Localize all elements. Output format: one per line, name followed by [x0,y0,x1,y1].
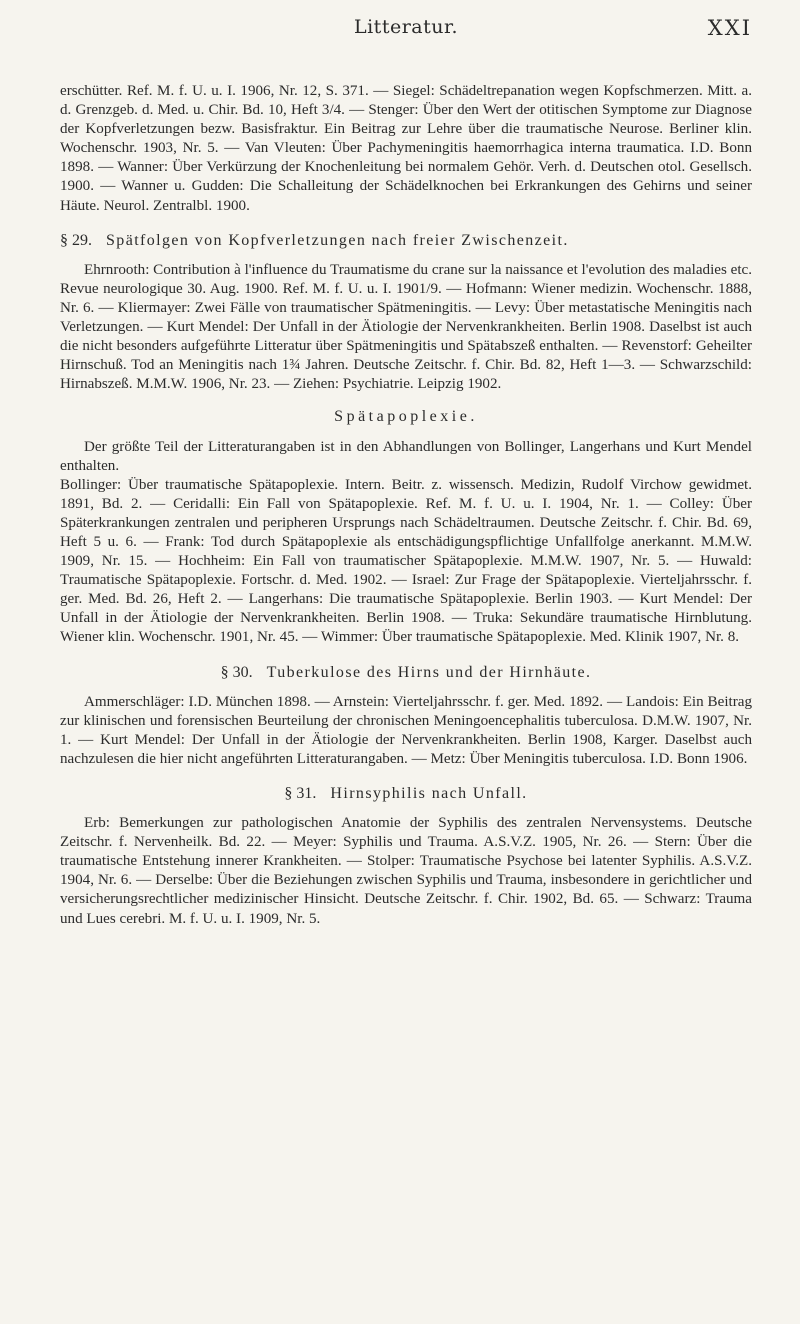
section-number: § 31. [284,785,317,802]
page-number: XXI [707,16,752,40]
page-body [60,82,752,929]
paragraph-spaetapoplexie-refs: Bollinger: Über traumatische Spätapoplexie. Intern. Beitr. z. wissensch. Medizin, Rudolf Virchow gewidmet. 1891, Bd. 2. — Ceridalli: Ein Fall von Spätapoplexie. Ref. M. f. U. u. I. 1904, Nr. 1. — Colley: Über Späterkrankungen zentralen und peripheren Ursprungs nach Schädeltraumen. Deutsche Zeitschr. f. Chir. Bd. 69, Heft 5 u. 6. — Frank: Tod durch Spätapoplexie als entschädigungspflichtige Unfallfolge anerkannt. M.M.W. 1909, Nr. 15. — Hochheim: Ein Fall von traumatischer Spätapoplexie. M.M.W. 1907, Nr. 5. — Huwald: Traumatische Spätapoplexie. Fortschr. d. Med. 1902. — Israel: Zur Frage der Spätapoplexie. Vierteljahrsschr. f. ger. Med. Bd. 26, Heft 2. — Langerhans: Die traumatische Spätapoplexie. Berlin 1903. — Kurt Mendel: Der Unfall in der Ätiologie der Nervenkrankheiten. Berlin 1908. — Truka: Sekundäre traumatische Hirnblutung. Wiener klin. Wochenschr. 1901, Nr. 45. — Wimmer: Über traumatische Spätapoplexie. Med. Klinik 1907, Nr. 8. [60,476,752,646]
paragraph-section-29: Ehrnrooth: Contribution à l'influence du Traumatisme du crane sur la naissance et l'evolution des maladies etc. Revue neurologique 30. Aug. 1900. Ref. M. f. U. u. I. 1901/9. — Hofmann: Wiener medizin. Wochenschr. 1888, Nr. 6. — Kliermayer: Zwei Fälle von traumatischer Spätmeningitis. — Levy: Über metastatische Meningitis nach Verletzungen. — Kurt Mendel: Der Unfall in der Ätiologie der Nervenkrankheiten. Berlin 1908. Daselbst ist auch die nicht besonders aufgeführte Litteratur über Spätmeningitis und Spätabszeß enthalten. — Revenstorf: Geheilter Hirnschuß. Tod an Meningitis nach 1¾ Jahren. Deutsche Zeitschr. f. Chir. Bd. 82, Heft 1—3. — Schwarzschild: Hirnabszeß. M.M.W. 1906, Nr. 23. — Ziehen: Psychiatrie. Leipzig 1902. [60,261,752,393]
section-number: § 30. [220,663,253,681]
paragraph-section-30: Ammerschläger: I.D. München 1898. — Arnstein: Vierteljahrsschr. f. ger. Med. 1892. — Landois: Ein Beitrag zur klinischen und forensischen Beurteilung der chronischen Meningoencephalitis tuberculosa. D.M.W. 1907, Nr. 1. — Kurt Mendel: Der Unfall in der Ätiologie der Nervenkrankheiten. Berlin 1908, Karger. Daselbst auch nachzulesen die hier nicht angeführten Litteraturangaben. — Metz: Über Meningitis tuberculosa. I.D. Bonn 1906. [60,693,752,767]
paragraph-references-continued: erschütter. Ref. M. f. U. u. I. 1906, Nr. 12, S. 371. — Siegel: Schädeltrepanation wegen Kopfschmerzen. Mitt. a. d. Grenzgeb. d. Med. u. Chir. Bd. 10, Heft 3/4. — Stenger: Über den Wert der otitischen Symptome zur Diagnose der Kopfverletzungen bezw. Basisfraktur. Ein Beitrag zur Lehre über die traumatische Neurose. Berliner klin. Wochenschr. 1903, Nr. 5. — Van Vleuten: Über Pachymeningitis haemorrhagica interna traumatica. I.D. Bonn 1898. — Wanner: Über Verkürzung der Knochenleitung bei normalem Gehör. Verh. d. Deutschen otol. Gesellsch. 1900. — Wanner u. Gudden: Die Schalleitung der Schädelknochen bei Erkrankungen des Gehirns und seiner Häute. Neurol. Zentralbl. 1900. [60,83,752,214]
section-heading-30 [60,663,752,682]
section-title: Hirnsyphilis nach Unfall. [330,785,528,802]
subheading-spaetapoplexie: Spätapoplexie. [334,408,478,426]
section-number: § 29. [60,231,92,249]
paragraph-spaetapoplexie-intro: Der größte Teil der Litteraturangaben ist in den Abhandlungen von Bollinger, Langerhans und Kurt Mendel enthalten. [60,438,752,474]
section-title: Tuberkulose des Hirns und der Hirnhäute. [266,663,592,681]
section-heading-31 [60,784,752,803]
page-header [60,16,752,46]
paragraph-section-31: Erb: Bemerkungen zur pathologischen Anatomie der Syphilis des zentralen Nervensystems. Deutsche Zeitschr. f. Nervenheilk. Bd. 22. — Meyer: Syphilis und Trauma. A.S.V.Z. 1905, Nr. 26. — Stern: Über die traumatische Entstehung innerer Krankheiten. — Stolper: Traumatische Psychose bei latenter Syphilis. A.S.V.Z. 1904, Nr. 6. — Derselbe: Über die Beziehungen zwischen Syphilis und Trauma, insbesondere in gerichtlicher und versicherungsrechtlicher medizinischer Hinsicht. Deutsche Zeitschr. f. Chir. 1902, Bd. 65. — Schwarz: Trauma und Lues cerebri. M. f. U. u. I. 1909, Nr. 5. [60,815,752,927]
running-title: Litteratur. [353,16,459,38]
section-title: Spätfolgen von Kopfverletzungen nach freier Zwischenzeit. [106,231,569,249]
section-heading-29 [60,231,752,250]
